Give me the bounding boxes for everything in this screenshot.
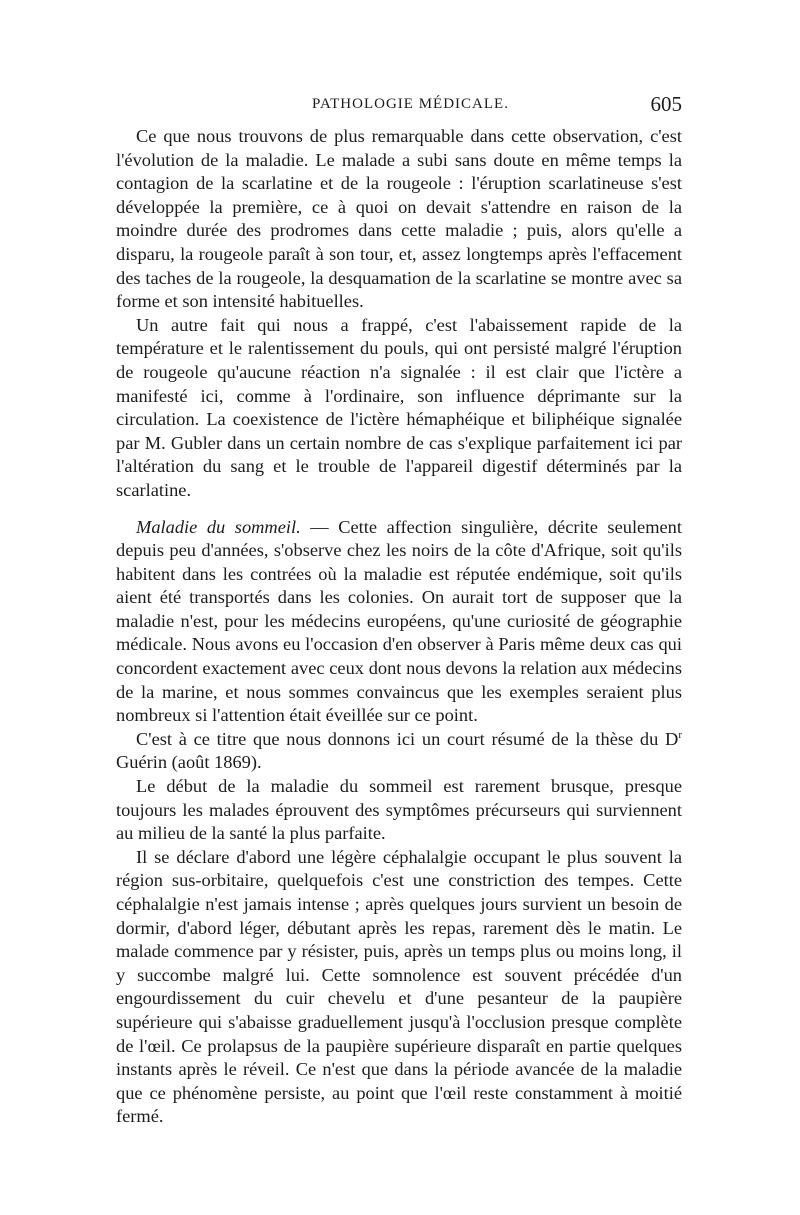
running-header — [116, 92, 682, 116]
thesis-text: C'est à ce titre que nous donnons ici un court résumé de la thèse du D — [136, 728, 679, 749]
paragraph-sleeping-sickness-intro — [116, 516, 682, 728]
section-spacer — [116, 503, 682, 516]
section-title: Maladie du sommeil. — [136, 516, 301, 537]
running-title: PATHOLOGIE MÉDICALE. — [312, 96, 509, 112]
paragraph-symptoms: Il se déclare d'abord une légère céphalalgie occupant le plus souvent la région sus-orbitaire, quelquefois c'est une constriction des tempes. Cette céphalalgie n'est jamais intense ; après quelques jours survient un besoin de dormir, d'abord léger, débutant après les repas, rarement dès le matin. Le malade commence par y résister, puis, après un temps plus ou moins long, il y succombe malgré lui. Cette somnolence est souvent précédée d'un engourdissement du cuir chevelu et d'une pesanteur de la paupière supérieure qui s'abaisse graduellement jusqu'à l'occlusion presque complète de l'œil. Ce prolapsus de la paupière supérieure disparaît en partie quelques instants après le réveil. Ce n'est que dans la période avancée de la maladie que ce phénomène persiste, au point que l'œil reste constamment à moitié fermé. — [116, 846, 682, 1127]
section-intro-text: — Cette affection singulière, décrite seulement depuis peu d'années, s'observe chez les noirs de la côte d'Afrique, soit qu'ils habitent dans les contrées où la maladie est réputée endémique, soit qu'ils aient été transportés dans les colonies. On aurait tort de supposer que la maladie n'est, pour les médecins européens, qu'une curiosité de géographie médicale. Nous avons eu l'occasion d'en observer à Paris même deux cas qui concordent exactement avec ceux dont nous devons la relation aux médecins de la marine, et nous sommes convaincus que les exemples seraient plus nombreux si l'attention était éveillée sur ce point. — [116, 516, 682, 726]
paragraph-observation: Ce que nous trouvons de plus remarquable dans cette observation, c'est l'évolution de la maladie. Le malade a subi sans doute en même temps la contagion de la scarlatine et de la rougeole : l'éruption scarlatineuse s'est développée la première, ce à quoi on devait s'attendre en raison de la moindre durée des prodromes dans cette maladie ; puis, alors qu'elle a disparu, la rougeole paraît à son tour, et, assez longtemps après l'effacement des taches de la rougeole, la desquamation de la scarlatine se montre avec sa forme et son intensité habituelles. — [116, 126, 682, 312]
paragraph-onset: Le début de la maladie du sommeil est rarement brusque, presque toujours les malades éprouvent des symptômes précurseurs qui surviennent au milieu de la santé la plus parfaite. — [116, 776, 682, 844]
page-number: 605 — [650, 92, 682, 116]
doctor-superscript: r — [678, 728, 682, 741]
body-text — [116, 125, 682, 1129]
thesis-author: Guérin (août 1869). — [116, 752, 262, 773]
paragraph-thesis-summary — [116, 728, 682, 775]
paragraph-temperature: Un autre fait qui nous a frappé, c'est l'abaissement rapide de la température et le ralentissement du pouls, qui ont persisté malgré l'éruption de rougeole qu'aucune réaction n'a signalée : il est clair que l'ictère a manifesté ici, comme à l'ordinaire, son influence déprimante sur la circulation. La coexistence de l'ictère hémaphéique et biliphéique signalée par M. Gubler dans un certain nombre de cas s'explique parfaitement ici par l'altération du sang et le trouble de l'appareil digestif déterminés par la scarlatine. — [116, 314, 682, 500]
